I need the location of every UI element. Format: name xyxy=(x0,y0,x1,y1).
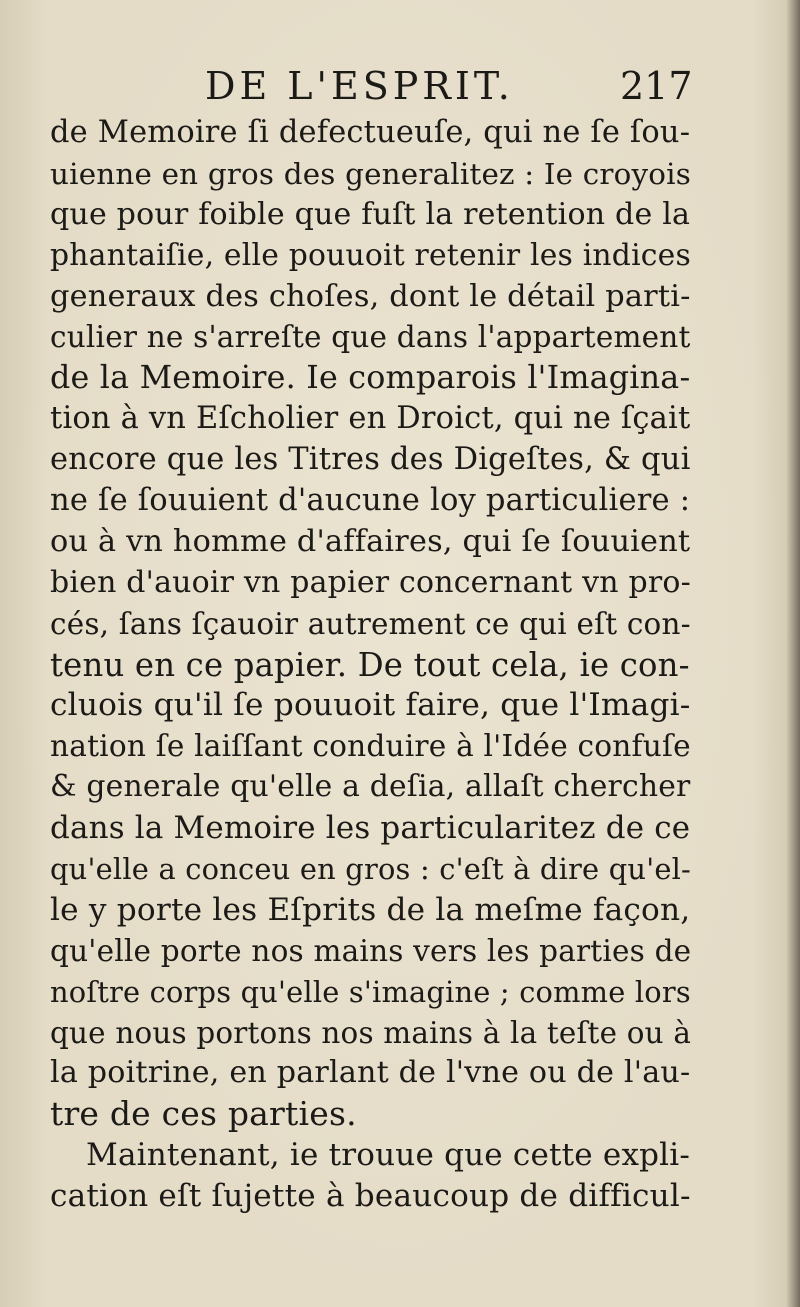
text-line: ne ſe ſouuient d'aucune loy particuliere : xyxy=(50,483,691,519)
text-line: la poitrine, en parlant de l'vne ou de l'au- xyxy=(50,1055,691,1091)
text-line: qu'elle porte nos mains vers les parties de xyxy=(50,933,692,968)
body-text xyxy=(50,113,690,1217)
running-title: DE L'ESPRIT. xyxy=(205,64,514,108)
page-edge-shadow xyxy=(786,0,800,1307)
text-line: tenu en ce papier. De tout cela, ie con- xyxy=(50,645,690,684)
text-line: phantaiſie, elle pouuoit retenir les indices xyxy=(50,237,691,273)
text-line: uienne en gros des generalitez : Ie croyois xyxy=(50,156,692,191)
text-line: tion à vn Eſcholier en Droict, qui ne ſçait xyxy=(50,401,691,437)
text-line: generaux des choſes, dont le détail parti- xyxy=(50,278,691,314)
page-number: 217 xyxy=(620,64,693,108)
text-line: de la Memoire. Ie comparois l'Imagina- xyxy=(50,360,691,397)
text-line: que nous portons nos mains à la teſte ou à xyxy=(50,1015,692,1050)
text-line: bien d'auoir vn papier concernant vn pro- xyxy=(50,564,691,600)
text-line: le y porte les Eſprits de la meſme façon, xyxy=(50,891,691,928)
text-line: cation eſt ſujette à beaucoup de difficul- xyxy=(50,1178,691,1215)
text-line: cés, ſans ſçauoir autrement ce qui eſt con- xyxy=(50,606,691,641)
text-line: tre de ces parties. xyxy=(50,1094,357,1134)
text-line: noſtre corps qu'elle s'imagine ; comme lors xyxy=(50,974,691,1009)
text-line: dans la Memoire les particularitez de ce xyxy=(50,810,691,847)
paragraph-start-line: Maintenant, ie trouue que cette expli- xyxy=(86,1137,691,1174)
text-line: de Memoire ſi defectueuſe, qui ne ſe ſou- xyxy=(50,115,691,150)
text-line: nation ſe laiſſant conduire à l'Idée confuſe xyxy=(50,729,691,764)
text-line: encore que les Titres des Digeſtes, & qui xyxy=(50,442,691,478)
text-line: & generale qu'elle a deſia, allaſt chercher xyxy=(50,769,691,805)
text-line: ou à vn homme d'affaires, qui ſe ſouuient xyxy=(50,523,691,559)
running-head xyxy=(50,64,693,114)
text-line: cluois qu'il ſe pouuoit faire, que l'Imagi- xyxy=(50,687,691,724)
text-line: culier ne s'arreſte que dans l'appartement xyxy=(50,320,691,355)
text-line: qu'elle a conceu en gros : c'eſt à dire qu'el- xyxy=(50,852,692,887)
text-line: que pour foible que fuſt la retention de la xyxy=(50,196,691,232)
